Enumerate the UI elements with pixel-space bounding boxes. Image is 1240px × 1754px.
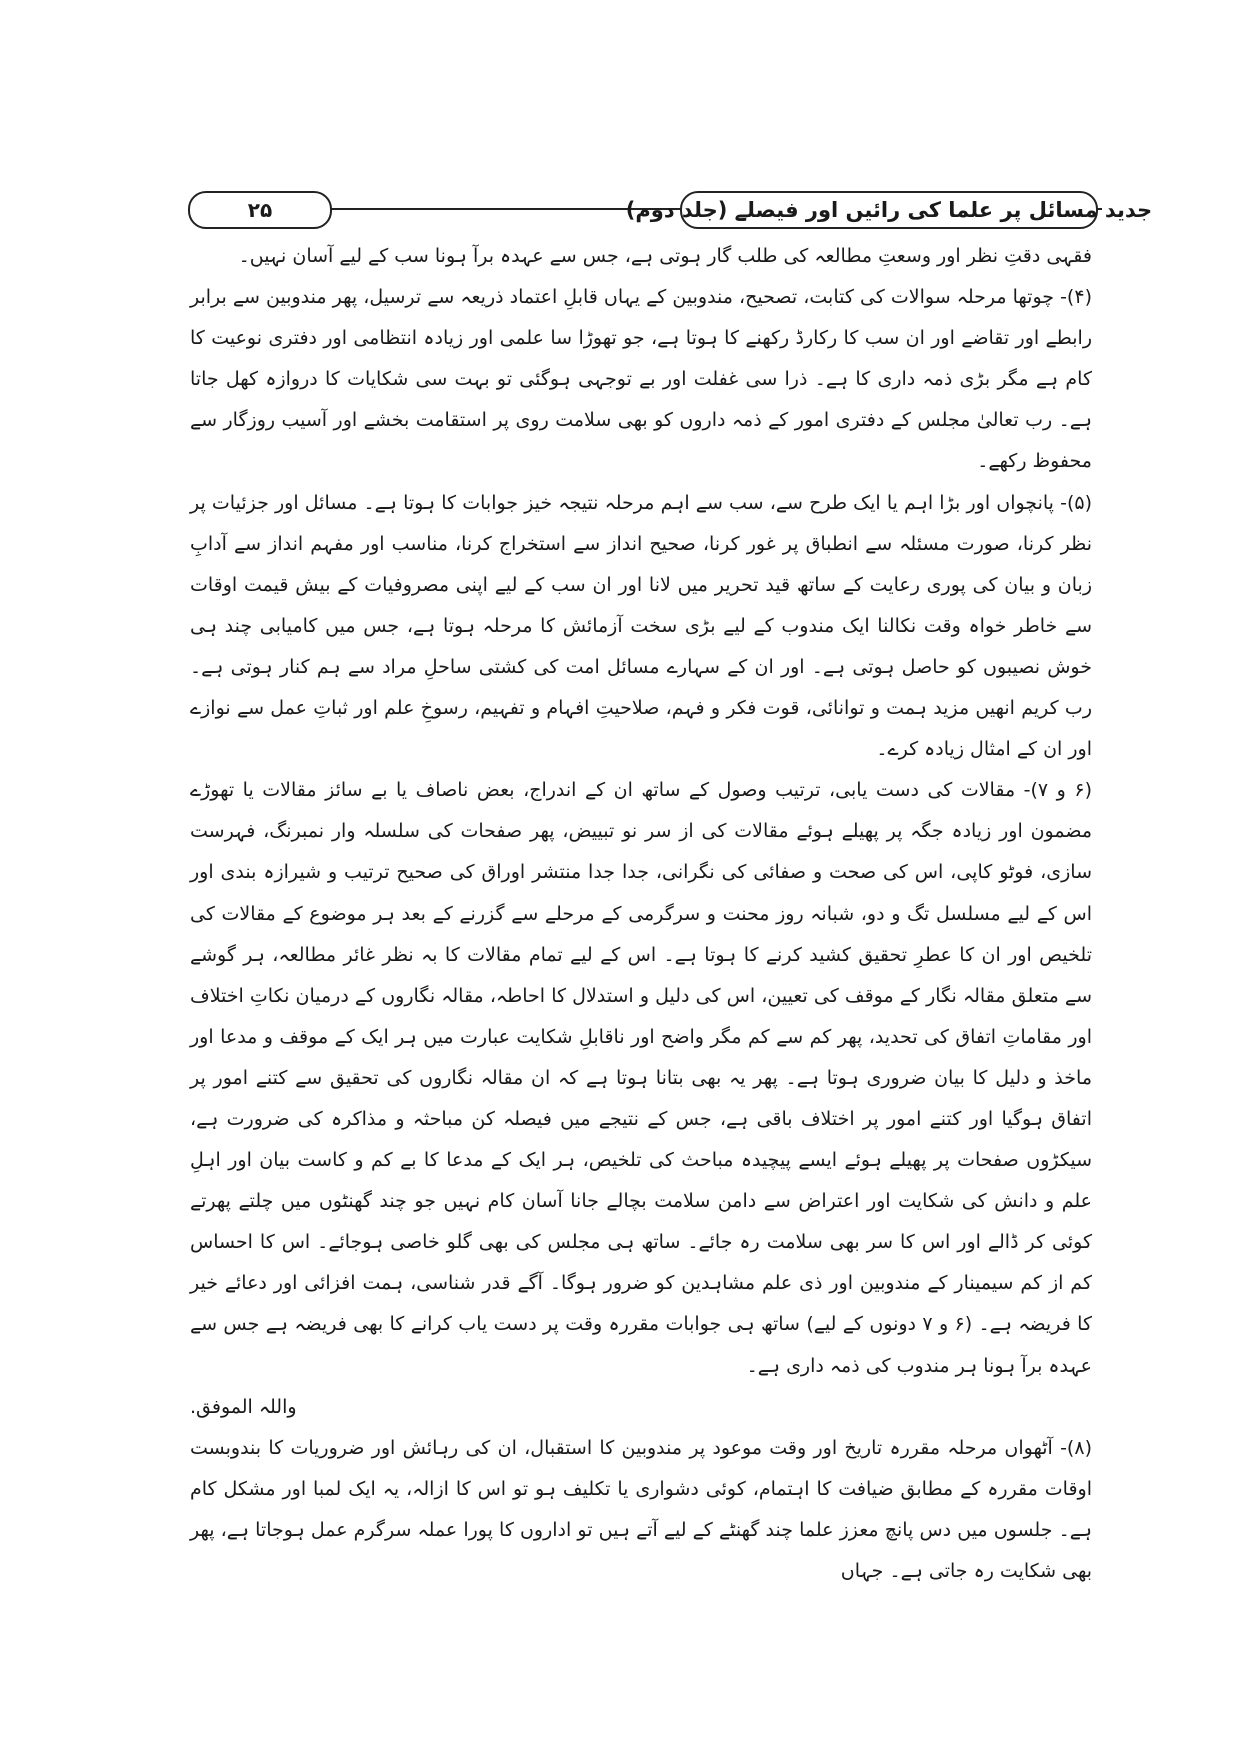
page-number: ۲۵ (247, 198, 273, 222)
paragraph-stage-5: (۵)- پانچواں اور بڑا اہم یا ایک طرح سے، سب سے اہم مرحلہ نتیجہ خیز جوابات کا ہوتا ہے۔ مسائل اور جزئیات پر نظر کرنا، صورت مسئلہ سے انطباق پر غور کرنا، صحیح انداز سے استخراج کرنا، مناسب اور مفہم انداز سے آدابِ زبان و بیان کی پوری رعایت کے ساتھ قید تحریر میں لانا اور ان سب کے لیے اپنی مصروفیات کے بیش قیمت اوقات سے خاطر خواہ وقت نکالنا ایک مندوب کے لیے بڑی سخت آزمائش کا مرحلہ ہوتا ہے، جس میں کامیابی چند ہی خوش نصیبوں کو حاصل ہوتی ہے۔ اور ان کے سہارے مسائل امت کی کشتی ساحلِ مراد سے ہم کنار ہوتی ہے۔ رب کریم انھیں مزید ہمت و توانائی، قوت فکر و فہم، صلاحیتِ افہام و تفہیم، رسوخِ علم اور ثباتِ عمل سے نوازے اور ان کے امثال زیادہ کرے۔ (190, 491, 1092, 761)
body-text (190, 236, 1092, 1592)
running-header-title (625, 191, 1153, 229)
paragraph-stage-8: (۸)- آٹھواں مرحلہ مقررہ تاریخ اور وقت موعود پر مندوبین کا استقبال، ان کی رہائش اور ضروریات کا بندوبست اوقات مقررہ کے مطابق ضیافت کا اہتمام، کوئی دشواری یا تکلیف ہو تو اس کا ازالہ، یہ ایک لمبا اور مشکل کام ہے۔ جلسوں میں دس پانچ معزز علما چند گھنٹے کے لیے آتے ہیں تو اداروں کا پورا عملہ سرگرم عمل ہوجاتا ہے، پھر بھی شکایت رہ جاتی ہے۔ جہاں (190, 1436, 1092, 1582)
book-title: جدید مسائل پر علما کی رائیں اور فیصلے (جلد دوم) (625, 198, 1153, 222)
page-number-badge (188, 191, 332, 229)
paragraph-stage-4: (۴)- چوتھا مرحلہ سوالات کی کتابت، تصحیح، مندوبین کے یہاں قابلِ اعتماد ذریعہ سے ترسیل، پھر مندوبین سے برابر رابطے اور تقاضے اور ان سب کا رکارڈ رکھنے کا ہوتا ہے، جو تھوڑا سا علمی اور زیادہ انتظامی اور دفتری نوعیت کا کام ہے مگر بڑی ذمہ داری کا ہے۔ ذرا سی غفلت اور بے توجہی ہوگئی تو بہت سی شکایات کا دروازہ کھل جاتا ہے۔ رب تعالیٰ مجلس کے دفتری امور کے ذمہ داروں کو بھی سلامت روی پر استقامت بخشے اور آسیب روزگار سے محفوظ رکھے۔ (190, 286, 1092, 473)
paragraph-continuation: فقہی دقتِ نظر اور وسعتِ مطالعہ کی طلب گار ہوتی ہے، جس سے عہدہ برآ ہونا سب کے لیے آسان نہیں۔ (238, 245, 1092, 267)
signoff-line: واللہ الموفق. (190, 1395, 297, 1418)
paragraph-stage-6-7: (۶ و ۷)- مقالات کی دست یابی، ترتیب وصول کے ساتھ ان کے اندراج، بعض ناصاف یا بے سائز مقالات یا تھوڑے مضمون اور زیادہ جگہ پر پھیلے ہوئے مقالات کی از سر نو تبییض، پھر صفحات کی سلسلہ وار نمبرنگ، فہرست سازی، فوٹو کاپی، اس کی صحت و صفائی کی نگرانی، جدا جدا منتشر اوراق کی صحیح ترتیب و شیرازہ بندی اور اس کے لیے مسلسل تگ و دو، شبانہ روز محنت و سرگرمی کے مرحلے سے گزرنے کے بعد ہر موضوع کے مقالات کی تلخیص اور ان کا عطرِ تحقیق کشید کرنے کا ہوتا ہے۔ اس کے لیے تمام مقالات کا بہ نظر غائر مطالعہ، ہر گوشے سے متعلق مقالہ نگار کے موقف کی تعیین، اس کی دلیل و استدلال کا احاطہ، مقالہ نگاروں کے درمیان نکاتِ اختلاف اور مقاماتِ اتفاق کی تحدید، پھر کم سے کم مگر واضح اور ناقابلِ شکایت عبارت میں ہر ایک کے موقف و مدعا اور ماخذ و دلیل کا بیان ضروری ہوتا ہے۔ پھر یہ بھی بتانا ہوتا ہے کہ ان مقالہ نگاروں کی تحقیق سے کتنے امور پر اتفاق ہوگیا اور کتنے امور پر اختلاف باقی ہے، جس کے نتیجے میں فیصلہ کن مباحثہ و مذاکرہ کی ضرورت ہے، سیکڑوں صفحات پر پھیلے ہوئے ایسے پیچیدہ مباحث کی تلخیص، ہر ایک کے مدعا کا بے کم و کاست بیان اور اہلِ علم و دانش کی شکایت اور اعتراض سے دامن سلامت بچالے جانا آسان کام نہیں جو چند گھنٹوں میں چلتے پھرتے کوئی کر ڈالے اور اس کا سر بھی سلامت رہ جائے۔ ساتھ ہی مجلس کی بھی گلو خاصی ہوجائے۔ اس کا احساس کم از کم سیمینار کے مندوبین اور ذی علم مشاہدین کو ضرور ہوگا۔ آگے قدر شناسی، ہمت افزائی اور دعائے خیر کا فریضہ ہے۔ (۶ و ۷ دونوں کے لیے) ساتھ ہی جوابات مقررہ وقت پر دست یاب کرانے کا بھی فریضہ ہے جس سے عہدہ برآ ہونا ہر مندوب کی ذمہ داری ہے۔ (190, 779, 1092, 1377)
